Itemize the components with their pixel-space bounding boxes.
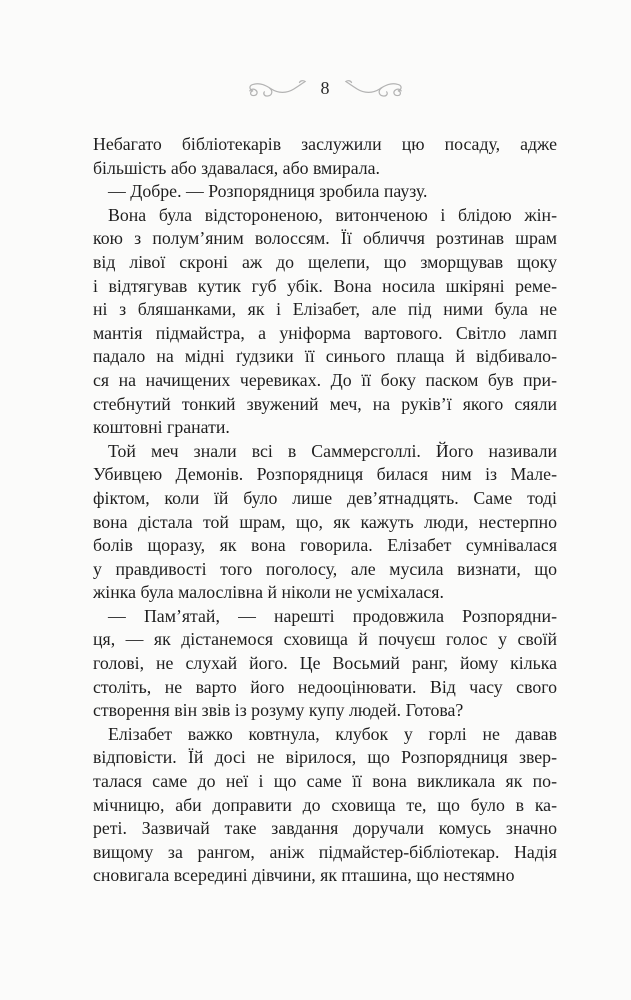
text-line: Той меч знали всі в Саммерсголлі. Його називали [108, 440, 557, 461]
text-line: кою з полум’яним волоссям. Її обличчя розтинав шрам [93, 228, 557, 249]
text-line: відповісти. Їй досі не вірилося, що Розпорядниця звер- [93, 747, 557, 768]
text-line: ся на начищених черевиках. До її боку паском був при- [93, 369, 557, 390]
text-line: і відтягував кутик губ убік. Вона носила шкіряні реме- [93, 275, 557, 296]
text-line: вищому за рангом, аніж підмайстер-бібліотекар. Надія [93, 841, 557, 862]
text-line: у правдивості того поголосу, але мусила визнати, що [93, 558, 557, 579]
text-line: мічницю, аби доправити до сховища те, що було в ка- [93, 794, 557, 815]
text-line: вона дістала той шрам, що, як кажуть люди, нестерпно [93, 511, 557, 532]
text-line: століть, не варто його недооцінювати. Від часу свого [93, 676, 557, 697]
text-line: Елізабет важко ковтнула, клубок у горлі не давав [108, 723, 557, 744]
page-number: 8 [320, 77, 330, 98]
text-line: голові, не слухай його. Це Восьмий ранг, йому кілька [93, 653, 557, 674]
text-line: Убивцею Демонів. Розпорядниця билася ним із Мале- [93, 464, 557, 485]
text-line: сновигала всередині дівчини, як пташина, що нестямно [93, 865, 515, 886]
text-line: падало на мідні ґудзики її синього плаща й відбивало- [93, 346, 557, 367]
text-line: більшість або здавалася, або вмирала. [93, 157, 380, 178]
text-line: болів щоразу, як вона говорила. Елізабет сумнівалася [93, 535, 557, 556]
text-line: стебнутий тонкий звужений меч, на руків’ї якого сяяли [93, 393, 557, 414]
text-line: талася саме до неї і що саме її вона викликала як по- [93, 771, 557, 792]
text-line: реті. Зазвичай таке завдання доручали комусь значно [93, 818, 557, 839]
text-line: Небагато бібліотекарів заслужили цю посаду, адже [93, 134, 557, 154]
text-line: — Добре. — Розпорядниця зробила паузу. [108, 181, 428, 202]
page-header [93, 75, 557, 103]
text-line: — Пам’ятай, — нарешті продовжила Розпорядни- [108, 605, 557, 626]
text-line: Вона була відстороненою, витонченою і блідою жін- [108, 204, 557, 225]
flourish-left-icon [247, 77, 307, 101]
body-text [93, 133, 557, 888]
text-line: створення він звів із розуму купу людей. Готова? [93, 700, 464, 721]
text-line: жінка була малослівна й ніколи не усміхалася. [93, 582, 444, 603]
flourish-right-icon [344, 77, 404, 101]
text-line: ця, — як дістанемося сховища й почуєш голос у своїй [93, 629, 557, 650]
text-line: мантія підмайстра, а уніформа вартового. Світло ламп [93, 322, 557, 343]
text-line: коштовні гранати. [93, 417, 230, 438]
text-line: від лівої скроні аж до щелепи, що зморщував щоку [93, 251, 557, 272]
text-line: фіктом, коли їй було лише дев’ятнадцять. Саме тоді [93, 487, 557, 508]
text-line: ні з бляшанками, як і Елізабет, але під ними була не [93, 299, 557, 320]
